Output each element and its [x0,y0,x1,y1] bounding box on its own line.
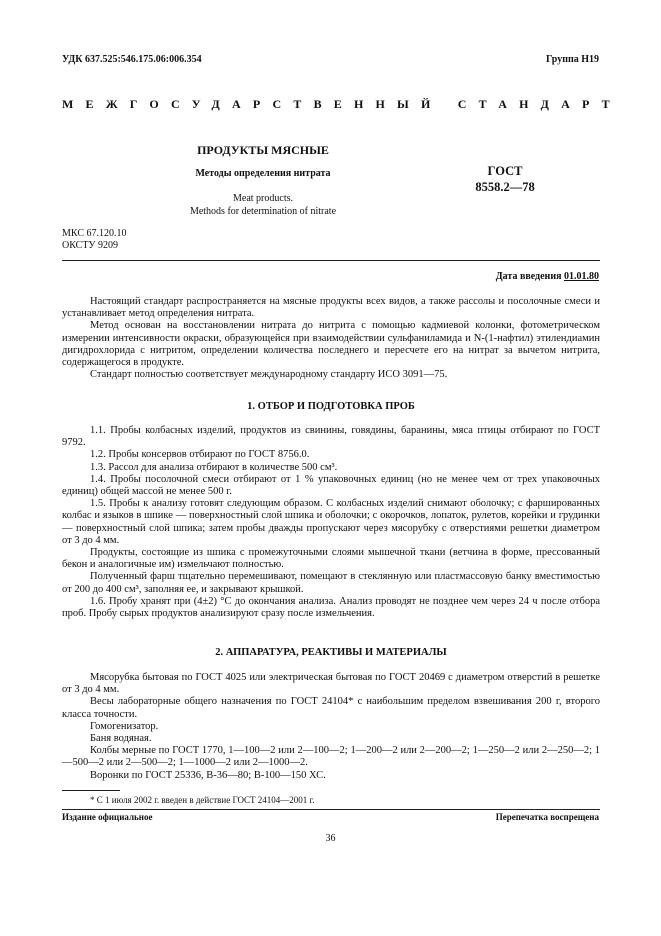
document-title: ПРОДУКТЫ МЯСНЫЕ [197,143,329,157]
reprint-prohibited-label: Перепечатка воспрещена [495,812,599,822]
effective-date-label: Дата введения [495,271,562,282]
section-2-paragraph: Гомогенизатор. [90,720,159,732]
section-2-paragraph: Воронки по ГОСТ 25336, В-36—80; В-100—150 ХС. [90,769,326,781]
gost-label: ГОСТ [487,164,523,178]
section-2-paragraph: Весы лабораторные общего назначения по ГОСТ 24104* с наибольшим пределом взвешивания 200 г, второго класса точности. [62,696,600,720]
section-1-paragraph: Полученный фарш тщательно перемешивают, помещают в стеклянную или пластмассовую банку вместимостью от 200 до 400 см³, заполняя ее, и закрывают крышкой. [62,571,600,595]
classification-codes [62,228,126,252]
header-divider [62,260,600,261]
mks-code: МКС 67.120.10 [62,228,127,239]
section-1-paragraph: 1.1. Пробы колбасных изделий, продуктов из свинины, говядины, баранины, мяса птицы отбирают по ГОСТ 9792. [62,425,600,449]
gost-designation [450,163,560,195]
section-1-paragraph: 1.5. Пробы к анализу готовят следующим образом. С колбасных изделий снимают оболочку; с фаршированных колбас и языков в шпике — поверхностный слой шпика и оболочки; с окорочков, лопаток, рулетов, корейки и грудинки — поверхностный слой шпика; затем пробы дважды пропускают через мясорубку с отверстиями решетки диаметром от 3 до 4 мм. [62,498,600,546]
footnote-separator [62,790,120,791]
section-2-heading: 2. АППАРАТУРА, РЕАКТИВЫ И МАТЕРИАЛЫ [215,647,447,658]
footnote: * С 1 июля 2002 г. введен в действие ГОСТ 24104—2001 г. [90,795,315,805]
section-1-paragraph: 1.6. Пробу хранят при (4±2) °С до окончания анализа. Анализ проводят не позднее чем через 24 ч после отбора проб. Пробу сырых продуктов анализируют сразу после измельчения. [62,595,600,620]
intro-paragraph: Стандарт полностью соответствует международному стандарту ИСО 3091—75. [90,369,448,381]
english-subtitle: Methods for determination of nitrate [189,206,337,217]
section-1-heading: 1. ОТБОР И ПОДГОТОВКА ПРОБ [247,401,415,412]
standard-type-banner: МЕЖГОСУДАРСТВЕННЫЙ СТАНДАРТ [62,97,622,111]
effective-date-value: 01.01.80 [564,271,599,282]
english-title: Meat products. [233,193,293,204]
footer-divider [62,809,600,810]
effective-date [496,271,599,282]
section-1-paragraph: 1.3. Рассол для анализа отбирают в количестве 500 см³. [90,461,338,473]
gost-number: 8558.2—78 [475,180,535,194]
udk-code: УДК 637.525:546.175.06:006.354 [62,54,202,65]
section-1-body [62,425,600,620]
intro-block [62,296,600,381]
group-code: Группа Н19 [546,54,599,65]
okstu-code: ОКСТУ 9209 [62,240,119,251]
section-2-paragraph: Баня водяная. [90,733,152,745]
section-1-paragraph: 1.4. Пробы посолочной смеси отбирают от 1 % упаковочных единиц (но не менее чем от трех упаковочных единиц) общей массой не менее 500 г. [62,473,600,498]
section-2-body [62,672,600,782]
document-subtitle: Методы определения нитрата [195,168,331,179]
intro-paragraph: Метод основан на восстановлении нитрата до нитрита с помощью кадмиевой колонки, фотометрическом измерении интенсивности окраски, образующейся при взаимодействии сульфаниламида и N-(1-нафтил) этилендиамин дигидрохлорида с нитритом, определении количества последнего и пересчете его на нитрат за вычетом нитрита, содержащегося в продукте. [62,320,600,369]
section-2-paragraph: Мясорубка бытовая по ГОСТ 4025 или электрическая бытовая по ГОСТ 20469 с диаметром отверстий в решетке от 3 до 4 мм. [62,672,600,696]
official-edition-label: Издание официальное [62,812,153,822]
intro-paragraph: Настоящий стандарт распространяется на мясные продукты всех видов, а также рассолы и посолочные смеси и устанавливает метод определения нитрата. [62,296,600,320]
section-1-paragraph: Продукты, состоящие из шпика с промежуточными слоями мышечной ткани (ветчина в форме, прессованный бекон и аналогичные им) измельчают полностью. [62,547,600,571]
section-2-paragraph: Колбы мерные по ГОСТ 1770, 1—100—2 или 2—100—2; 1—200—2 или 2—200—2; 1—250—2 или 2—250—2; 1—500—2 или 2—500—2; 1—1000—2 или 2—1000—2. [62,745,600,769]
page-number: 36 [325,833,336,844]
section-1-paragraph: 1.2. Пробы консервов отбирают по ГОСТ 8756.0. [90,449,310,461]
